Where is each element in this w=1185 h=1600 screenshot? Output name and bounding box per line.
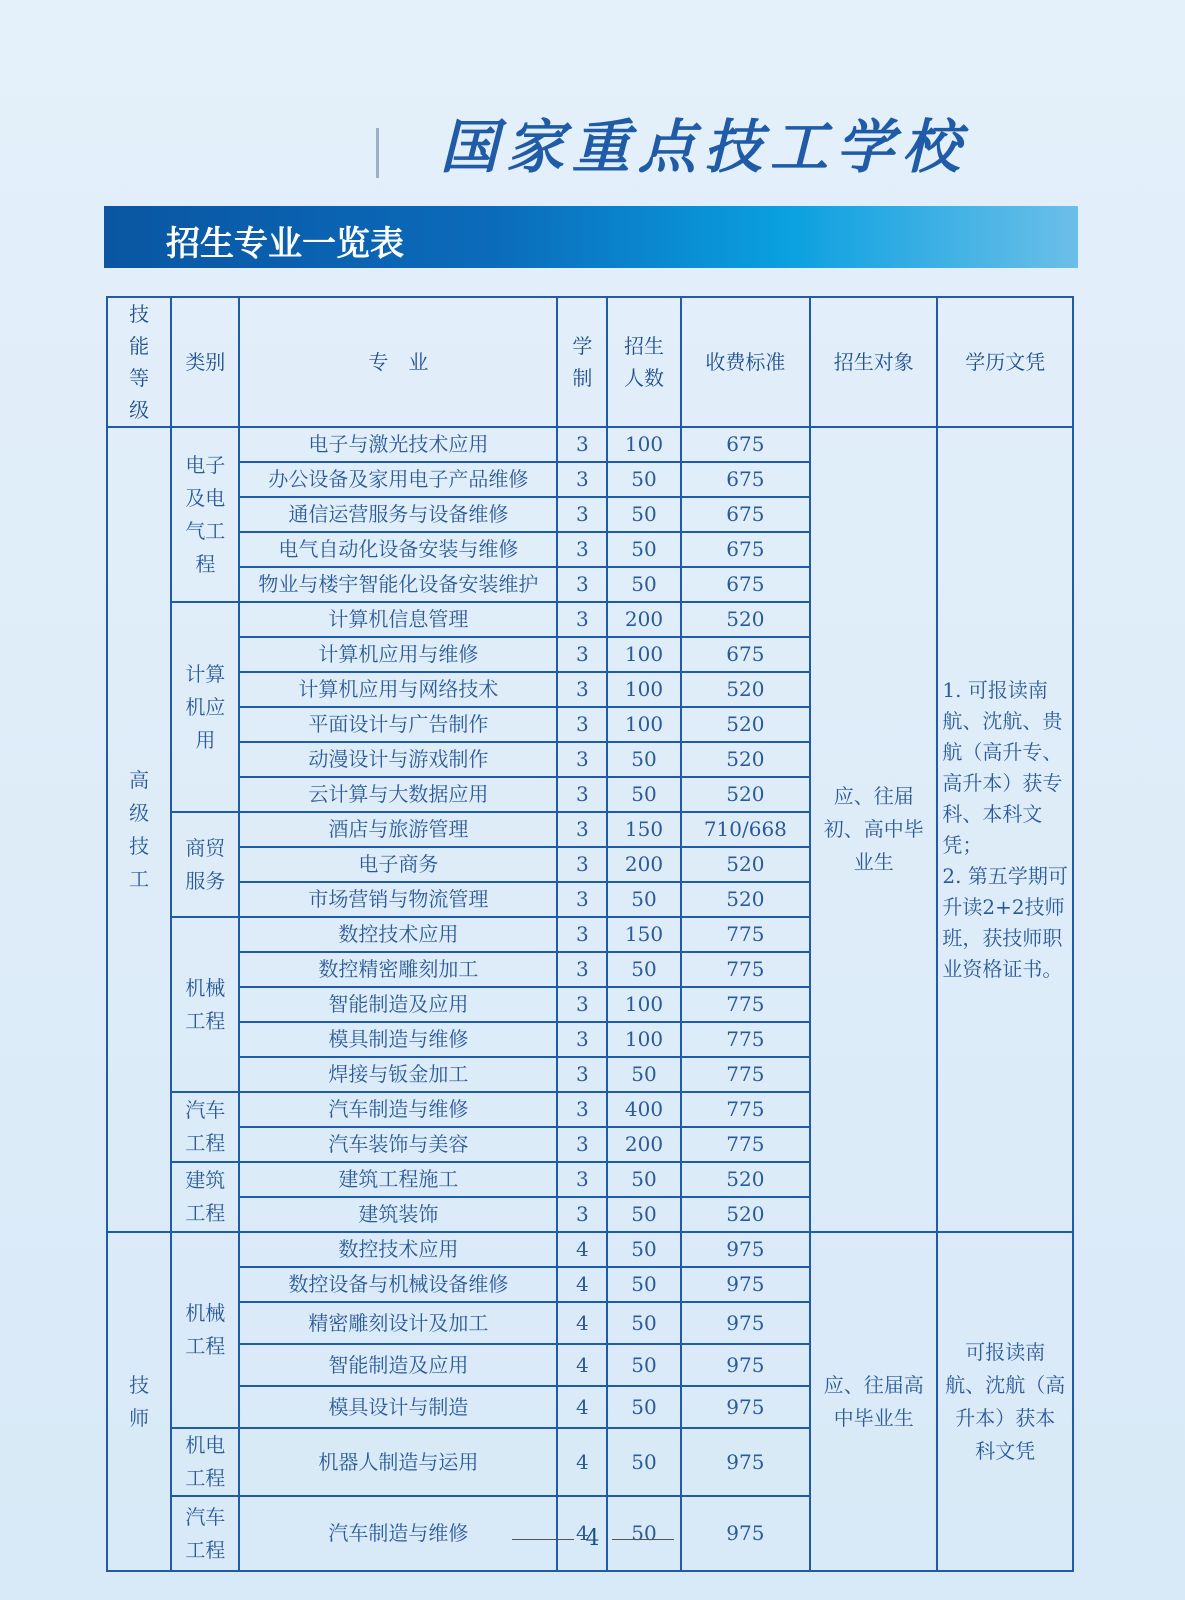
years: 3 bbox=[557, 637, 607, 672]
major-name: 计算机应用与维修 bbox=[239, 637, 557, 672]
credential-line: 高升本）获专 bbox=[942, 770, 1063, 795]
fee: 520 bbox=[681, 602, 810, 637]
years: 4 bbox=[557, 1496, 607, 1571]
enrollment: 150 bbox=[607, 917, 680, 952]
credential-line: 升读2+2技师 bbox=[942, 894, 1065, 919]
enrollment: 50 bbox=[607, 1344, 680, 1386]
fee: 775 bbox=[681, 1127, 810, 1162]
header-fee: 收费标准 bbox=[681, 297, 810, 427]
banner-title: 招生专业一览表 bbox=[166, 224, 404, 264]
category: 商贸服务 bbox=[171, 812, 239, 917]
category: 机电工程 bbox=[171, 1428, 239, 1496]
credential-line: 凭； bbox=[942, 832, 983, 857]
years: 4 bbox=[557, 1428, 607, 1496]
category: 机械工程 bbox=[171, 1232, 239, 1428]
enrollment: 50 bbox=[607, 777, 680, 812]
major-name: 通信运营服务与设备维修 bbox=[239, 497, 557, 532]
header-category: 类别 bbox=[171, 297, 239, 427]
enrollment: 50 bbox=[607, 567, 680, 602]
enrollment: 50 bbox=[607, 1232, 680, 1267]
years: 3 bbox=[557, 672, 607, 707]
fee: 520 bbox=[681, 882, 810, 917]
major-name: 酒店与旅游管理 bbox=[239, 812, 557, 847]
credential-line: 航、沈航、贵 bbox=[942, 708, 1063, 733]
header-target: 招生对象 bbox=[810, 297, 937, 427]
fee: 975 bbox=[681, 1302, 810, 1344]
enrollment: 50 bbox=[607, 1496, 680, 1571]
enrollment: 50 bbox=[607, 497, 680, 532]
major-name: 计算机应用与网络技术 bbox=[239, 672, 557, 707]
years: 3 bbox=[557, 462, 607, 497]
fee: 975 bbox=[681, 1344, 810, 1386]
years: 3 bbox=[557, 1092, 607, 1127]
years: 3 bbox=[557, 882, 607, 917]
major-name: 建筑装饰 bbox=[239, 1197, 557, 1232]
major-name: 平面设计与广告制作 bbox=[239, 707, 557, 742]
school-name-calligraphy: 国家重点技工学校 bbox=[440, 113, 969, 181]
years: 3 bbox=[557, 532, 607, 567]
major-name: 云计算与大数据应用 bbox=[239, 777, 557, 812]
category: 计算机应用 bbox=[171, 602, 239, 812]
table-row bbox=[107, 427, 1073, 462]
fee: 520 bbox=[681, 707, 810, 742]
enrollment: 400 bbox=[607, 1092, 680, 1127]
credential-line: 1. 可报读南 bbox=[942, 677, 1048, 702]
major-name: 智能制造及应用 bbox=[239, 1344, 557, 1386]
fee: 520 bbox=[681, 777, 810, 812]
major-name: 数控技术应用 bbox=[239, 917, 557, 952]
years: 4 bbox=[557, 1267, 607, 1302]
fee: 520 bbox=[681, 847, 810, 882]
target-students: 应、往届初、高中毕业生 bbox=[810, 427, 937, 1232]
fee: 675 bbox=[681, 427, 810, 462]
enrollment: 100 bbox=[607, 987, 680, 1022]
credential-line: 升本）获本 bbox=[955, 1405, 1056, 1430]
years: 3 bbox=[557, 567, 607, 602]
enrollment: 50 bbox=[607, 462, 680, 497]
category: 电子及电气工程 bbox=[171, 427, 239, 602]
skill-level: 技师 bbox=[107, 1232, 171, 1571]
major-name: 汽车制造与维修 bbox=[239, 1092, 557, 1127]
major-name: 焊接与钣金加工 bbox=[239, 1057, 557, 1092]
fee: 675 bbox=[681, 497, 810, 532]
divider bbox=[376, 128, 379, 178]
fee: 520 bbox=[681, 672, 810, 707]
header-years: 学制 bbox=[557, 297, 607, 427]
major-name: 电子商务 bbox=[239, 847, 557, 882]
fee: 775 bbox=[681, 1092, 810, 1127]
years: 3 bbox=[557, 707, 607, 742]
years: 3 bbox=[557, 847, 607, 882]
fee: 520 bbox=[681, 1197, 810, 1232]
section-banner bbox=[104, 206, 1078, 268]
enrollment: 50 bbox=[607, 1267, 680, 1302]
major-name: 精密雕刻设计及加工 bbox=[239, 1302, 557, 1344]
enrollment: 50 bbox=[607, 532, 680, 567]
credential-line: 科文凭 bbox=[975, 1438, 1036, 1463]
header-major: 专 业 bbox=[239, 297, 557, 427]
credential-line: 航、沈航（高 bbox=[945, 1372, 1066, 1397]
enrollment: 50 bbox=[607, 1057, 680, 1092]
enrollment: 100 bbox=[607, 1022, 680, 1057]
skill-level: 高级技工 bbox=[107, 427, 171, 1232]
enrollment: 100 bbox=[607, 637, 680, 672]
enrollment: 50 bbox=[607, 952, 680, 987]
enrollment: 100 bbox=[607, 427, 680, 462]
fee: 775 bbox=[681, 987, 810, 1022]
credential bbox=[937, 427, 1073, 1232]
fee: 675 bbox=[681, 567, 810, 602]
major-name: 动漫设计与游戏制作 bbox=[239, 742, 557, 777]
years: 4 bbox=[557, 1302, 607, 1344]
fee: 675 bbox=[681, 462, 810, 497]
years: 3 bbox=[557, 777, 607, 812]
major-name: 数控精密雕刻加工 bbox=[239, 952, 557, 987]
enrollment: 50 bbox=[607, 1197, 680, 1232]
enrollment: 200 bbox=[607, 847, 680, 882]
fee: 520 bbox=[681, 1162, 810, 1197]
years: 3 bbox=[557, 742, 607, 777]
header-credential: 学历文凭 bbox=[937, 297, 1073, 427]
page-number: 4 bbox=[0, 1526, 1185, 1551]
fee: 975 bbox=[681, 1496, 810, 1571]
years: 3 bbox=[557, 1127, 607, 1162]
enrollment: 200 bbox=[607, 602, 680, 637]
years: 3 bbox=[557, 1057, 607, 1092]
credential-line: 可报读南 bbox=[965, 1339, 1046, 1364]
major-name: 智能制造及应用 bbox=[239, 987, 557, 1022]
fee: 975 bbox=[681, 1386, 810, 1428]
table-row bbox=[107, 1232, 1073, 1267]
major-name: 计算机信息管理 bbox=[239, 602, 557, 637]
major-name: 数控技术应用 bbox=[239, 1232, 557, 1267]
enrollment: 50 bbox=[607, 1386, 680, 1428]
enrollment: 100 bbox=[607, 672, 680, 707]
majors-table bbox=[106, 296, 1074, 1572]
header-level: 技能等级 bbox=[107, 297, 171, 427]
enrollment: 100 bbox=[607, 707, 680, 742]
header-row bbox=[107, 297, 1073, 427]
credential bbox=[937, 1232, 1073, 1571]
major-name: 市场营销与物流管理 bbox=[239, 882, 557, 917]
enrollment: 50 bbox=[607, 882, 680, 917]
fee: 975 bbox=[681, 1428, 810, 1496]
fee: 975 bbox=[681, 1267, 810, 1302]
years: 3 bbox=[557, 917, 607, 952]
years: 4 bbox=[557, 1232, 607, 1267]
enrollment: 50 bbox=[607, 1162, 680, 1197]
years: 3 bbox=[557, 1162, 607, 1197]
header-enrollment: 招生人数 bbox=[607, 297, 680, 427]
credential-line: 科、本科文 bbox=[942, 801, 1043, 826]
target-students: 应、往届高中毕业生 bbox=[810, 1232, 937, 1571]
category: 建筑工程 bbox=[171, 1162, 239, 1232]
years: 3 bbox=[557, 1022, 607, 1057]
major-name: 机器人制造与运用 bbox=[239, 1428, 557, 1496]
category: 汽车工程 bbox=[171, 1092, 239, 1162]
fee: 975 bbox=[681, 1232, 810, 1267]
fee: 775 bbox=[681, 952, 810, 987]
fee: 520 bbox=[681, 742, 810, 777]
years: 3 bbox=[557, 602, 607, 637]
category: 汽车工程 bbox=[171, 1496, 239, 1571]
fee: 775 bbox=[681, 917, 810, 952]
credential-line: 业资格证书。 bbox=[942, 956, 1063, 981]
credential-line: 2. 第五学期可 bbox=[942, 863, 1068, 888]
years: 3 bbox=[557, 952, 607, 987]
fee: 710/668 bbox=[681, 812, 810, 847]
years: 4 bbox=[557, 1344, 607, 1386]
years: 3 bbox=[557, 1197, 607, 1232]
years: 3 bbox=[557, 427, 607, 462]
fee: 775 bbox=[681, 1022, 810, 1057]
major-name: 电气自动化设备安装与维修 bbox=[239, 532, 557, 567]
enrollment: 150 bbox=[607, 812, 680, 847]
fee: 675 bbox=[681, 532, 810, 567]
major-name: 办公设备及家用电子产品维修 bbox=[239, 462, 557, 497]
category: 机械工程 bbox=[171, 917, 239, 1092]
fee: 775 bbox=[681, 1057, 810, 1092]
major-name: 模具制造与维修 bbox=[239, 1022, 557, 1057]
credential-line: 航（高升专、 bbox=[942, 739, 1063, 764]
major-name: 模具设计与制造 bbox=[239, 1386, 557, 1428]
enrollment: 50 bbox=[607, 742, 680, 777]
major-name: 数控设备与机械设备维修 bbox=[239, 1267, 557, 1302]
major-name: 汽车制造与维修 bbox=[239, 1496, 557, 1571]
years: 3 bbox=[557, 987, 607, 1022]
fee: 675 bbox=[681, 637, 810, 672]
major-name: 物业与楼宇智能化设备安装维护 bbox=[239, 567, 557, 602]
major-name: 汽车装饰与美容 bbox=[239, 1127, 557, 1162]
major-name: 电子与激光技术应用 bbox=[239, 427, 557, 462]
years: 3 bbox=[557, 497, 607, 532]
enrollment: 200 bbox=[607, 1127, 680, 1162]
enrollment: 50 bbox=[607, 1302, 680, 1344]
credential-line: 班，获技师职 bbox=[942, 925, 1063, 950]
enrollment: 50 bbox=[607, 1428, 680, 1496]
years: 4 bbox=[557, 1386, 607, 1428]
years: 3 bbox=[557, 812, 607, 847]
major-name: 建筑工程施工 bbox=[239, 1162, 557, 1197]
